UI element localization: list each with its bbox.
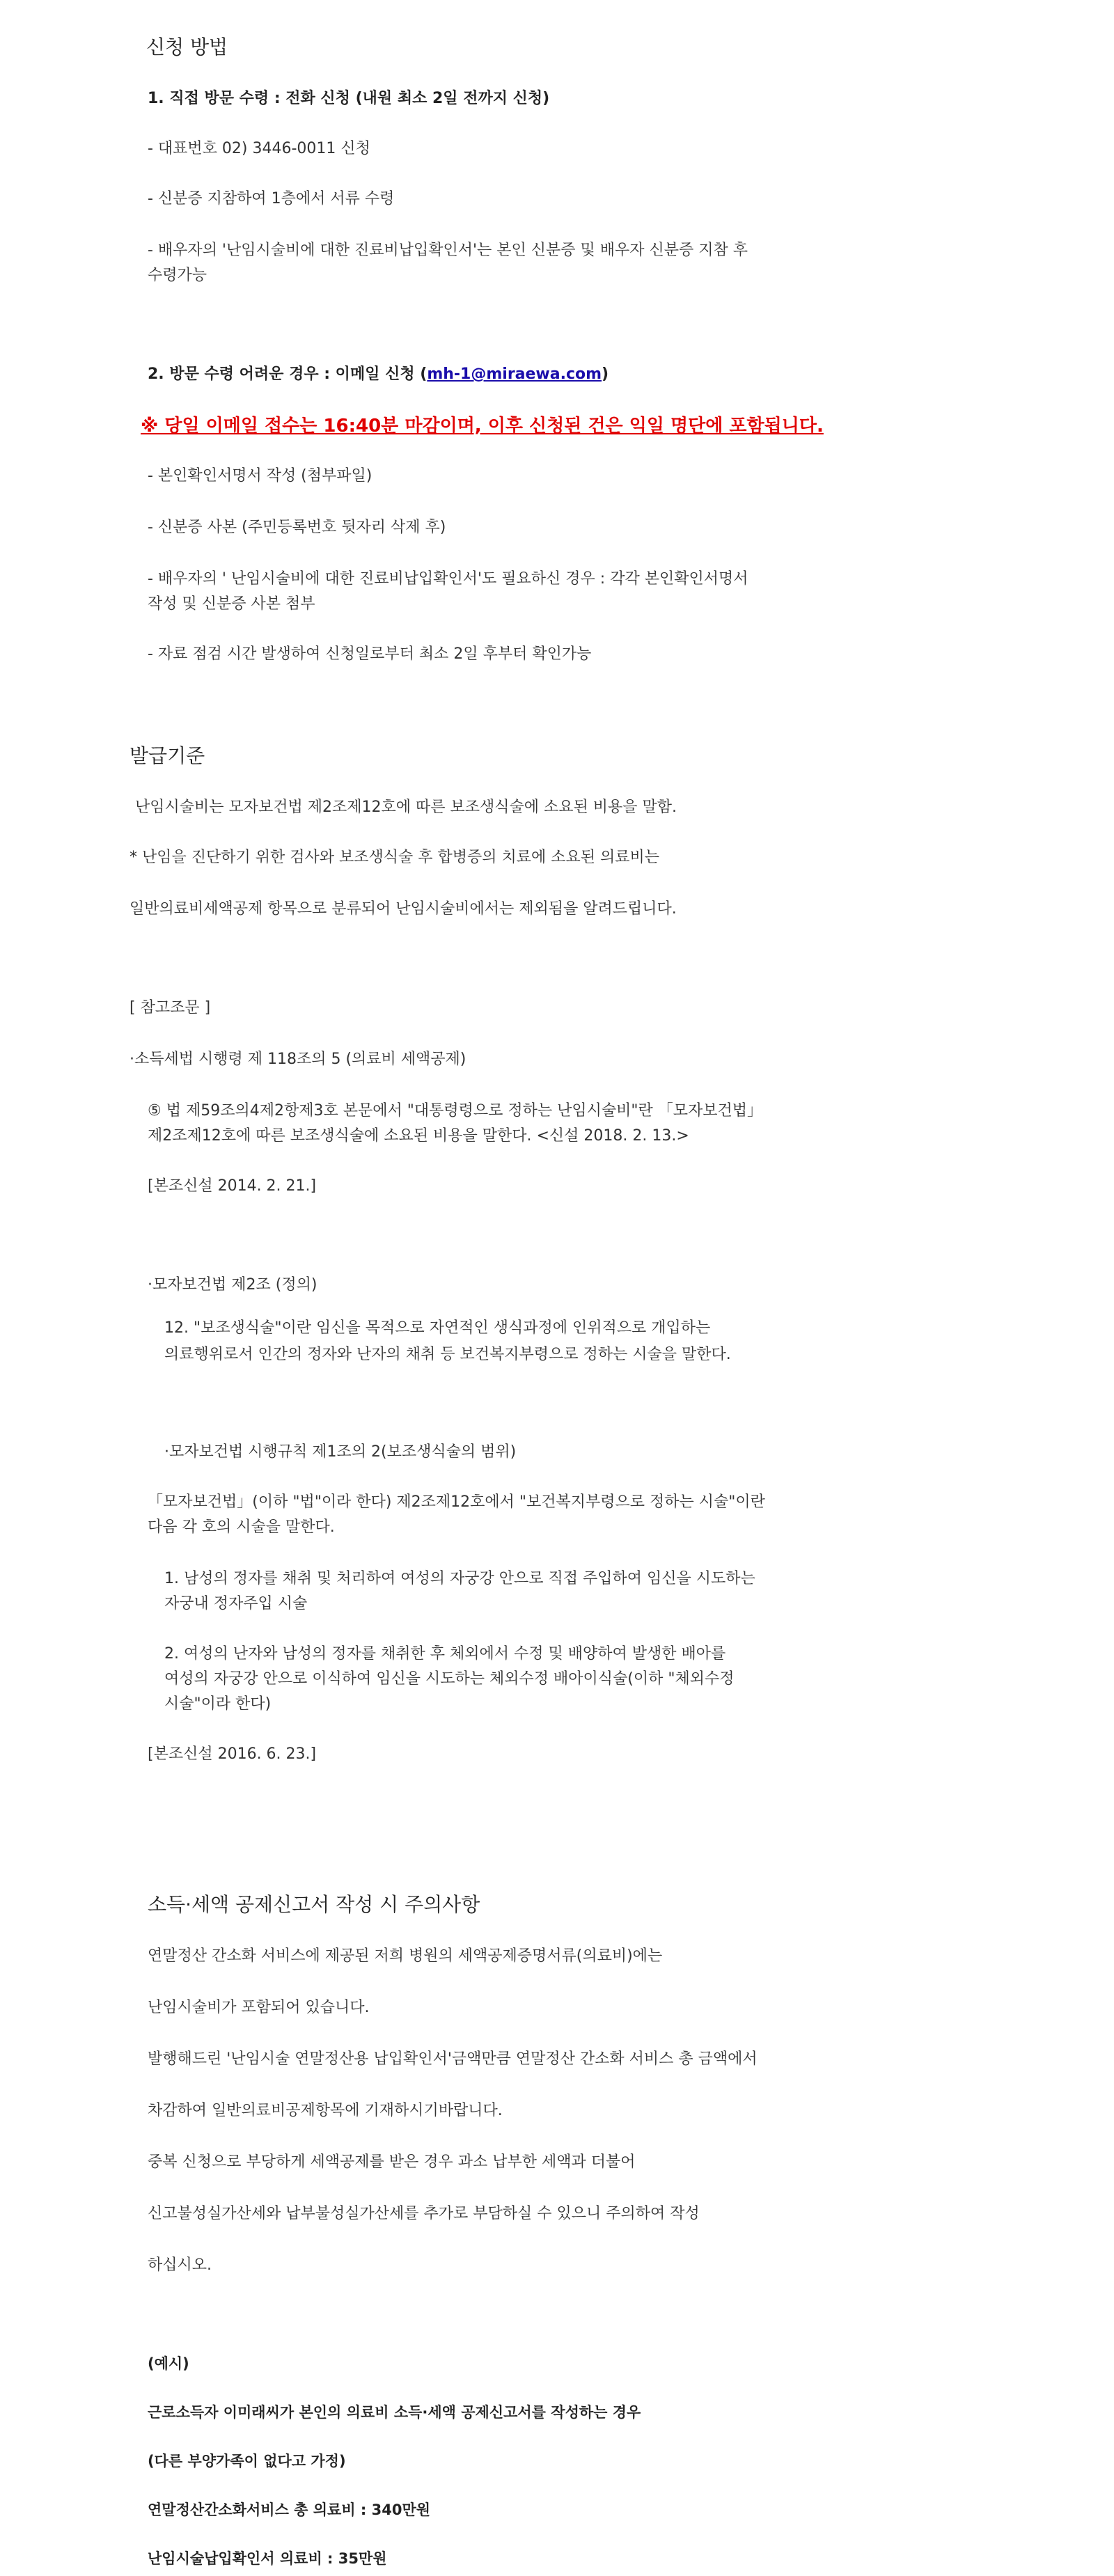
- caution-line: 신고불성실가산세와 납부불성실가산세를 추가로 부담하실 수 있으니 주의하여 작성: [148, 2205, 700, 2222]
- caution-line: 하십시오.: [148, 2256, 212, 2274]
- caution-heading: 소득·세액 공제신고서 작성 시 주의사항: [148, 1893, 480, 1916]
- email-link[interactable]: mh-1@miraewa.com: [427, 366, 602, 383]
- maternal-rules-line: 「모자보건법」(이하 "법"이라 한다) 제2조제12호에서 "보건복지부령으로 정하는 시술"이란: [148, 1493, 765, 1511]
- tax-law-line: ⑤ 법 제59조의4제2항제3호 본문에서 "대통령령으로 정하는 난임시술비"란 「모자보건법」: [148, 1102, 762, 1120]
- email-title: [148, 365, 609, 384]
- caution-line: 연말정산 간소화 서비스에 제공된 저희 병원의 세액공제증명서류(의료비)에는: [148, 1947, 663, 1965]
- apply-heading: 신청 방법: [146, 36, 228, 58]
- example-line: (다른 부양가족이 없다고 가정): [148, 2453, 346, 2469]
- example-line: 연말정산간소화서비스 총 의료비 : 340만원: [148, 2502, 431, 2518]
- caution-line: 발행해드린 '난임시술 연말정산용 납입확인서'금액만큼 연말정산 간소화 서비스 총 금액에서: [148, 2050, 758, 2068]
- maternal-rules-title: ·모자보건법 시행규칙 제1조의 2(보조생식술의 범위): [164, 1443, 517, 1461]
- email-item: - 신분증 사본 (주민등록번호 뒷자리 삭제 후): [148, 519, 446, 536]
- example-line: 난임시술납입확인서 의료비 : 35만원: [148, 2550, 387, 2567]
- caution-line: 차감하여 일반의료비공제항목에 기재하시기바랍니다.: [148, 2102, 503, 2119]
- visit-title: 1. 직접 방문 수령 : 전화 신청 (내원 최소 2일 전까지 신청): [148, 90, 550, 107]
- email-item: - 배우자의 ' 난임시술비에 대한 진료비납입확인서'도 필요하신 경우 : 각각 본인확인서명서: [148, 570, 748, 588]
- email-item: - 본인확인서명서 작성 (첨부파일): [148, 467, 372, 485]
- criteria-heading: 발급기준: [130, 744, 205, 767]
- example-line: 근로소득자 이미래씨가 본인의 의료비 소득·세액 공제신고서를 작성하는 경우: [148, 2404, 641, 2421]
- references-heading: [ 참고조문 ]: [130, 999, 211, 1016]
- email-deadline-notice: ※ 당일 이메일 접수는 16:40분 마감이며, 이후 신청된 건은 익일 명단에 포함됩니다.: [141, 416, 824, 437]
- maternal-rules-line: 여성의 자궁강 안으로 이식하여 임신을 시도하는 체외수정 배아이식술(이하 "체외수정: [164, 1670, 735, 1688]
- maternal-rules-line: 자궁내 정자주입 시술: [164, 1595, 308, 1612]
- criteria-line: * 난임을 진단하기 위한 검사와 보조생식술 후 합병증의 치료에 소요된 의료비는: [130, 849, 659, 866]
- criteria-line: 일반의료비세액공제 항목으로 분류되어 난임시술비에서는 제외됨을 알려드립니다.: [130, 900, 677, 918]
- maternal-rules-line: 2. 여성의 난자와 남성의 정자를 채취한 후 체외에서 수정 및 배양하여 발생한 배아를: [164, 1645, 726, 1663]
- example-line: (예시): [148, 2355, 189, 2372]
- maternal-law-line: 의료행위로서 인간의 정자와 난자의 채취 등 보건복지부령으로 정하는 시술을 말한다.: [164, 1346, 731, 1363]
- maternal-rules-line: 1. 남성의 정자를 채취 및 처리하여 여성의 자궁강 안으로 직접 주입하여 임신을 시도하는: [164, 1570, 755, 1587]
- email-item: 작성 및 신분증 사본 첨부: [148, 595, 315, 613]
- visit-item: 수령가능: [148, 267, 207, 284]
- visit-item: - 신분증 지참하여 1층에서 서류 수령: [148, 190, 395, 207]
- email-title-prefix: 2. 방문 수령 어려운 경우 : 이메일 신청 (: [148, 366, 427, 383]
- maternal-law-title: ·모자보건법 제2조 (정의): [148, 1276, 317, 1294]
- maternal-rules-line: 시술"이라 한다): [164, 1695, 272, 1713]
- maternal-rules-line: 다음 각 호의 시술을 말한다.: [148, 1518, 335, 1536]
- visit-item: - 배우자의 '난임시술비에 대한 진료비납입확인서'는 본인 신분증 및 배우자 신분증 지참 후: [148, 242, 748, 259]
- tax-law-line: 제2조제12호에 따른 보조생식술에 소요된 비용을 말한다. <신설 2018. 2. 13.>: [148, 1127, 689, 1145]
- caution-line: 난임시술비가 포함되어 있습니다.: [148, 1999, 370, 2016]
- maternal-law-line: 12. "보조생식술"이란 임신을 목적으로 자연적인 생식과정에 인위적으로 개입하는: [164, 1319, 711, 1337]
- tax-law-title: ·소득세법 시행령 제 118조의 5 (의료비 세액공제): [130, 1051, 466, 1068]
- email-item: - 자료 점검 시간 발생하여 신청일로부터 최소 2일 후부터 확인가능: [148, 645, 592, 663]
- tax-law-line: [본조신설 2014. 2. 21.]: [148, 1177, 317, 1195]
- visit-item: - 대표번호 02) 3446-0011 신청: [148, 140, 370, 157]
- criteria-line: 난임시술비는 모자보건법 제2조제12호에 따른 보조생식술에 소요된 비용을 말함.: [135, 799, 677, 816]
- email-title-suffix: ): [602, 366, 609, 383]
- maternal-rules-line: [본조신설 2016. 6. 23.]: [148, 1745, 317, 1763]
- caution-line: 중복 신청으로 부당하게 세액공제를 받은 경우 과소 납부한 세액과 더불어: [148, 2153, 636, 2171]
